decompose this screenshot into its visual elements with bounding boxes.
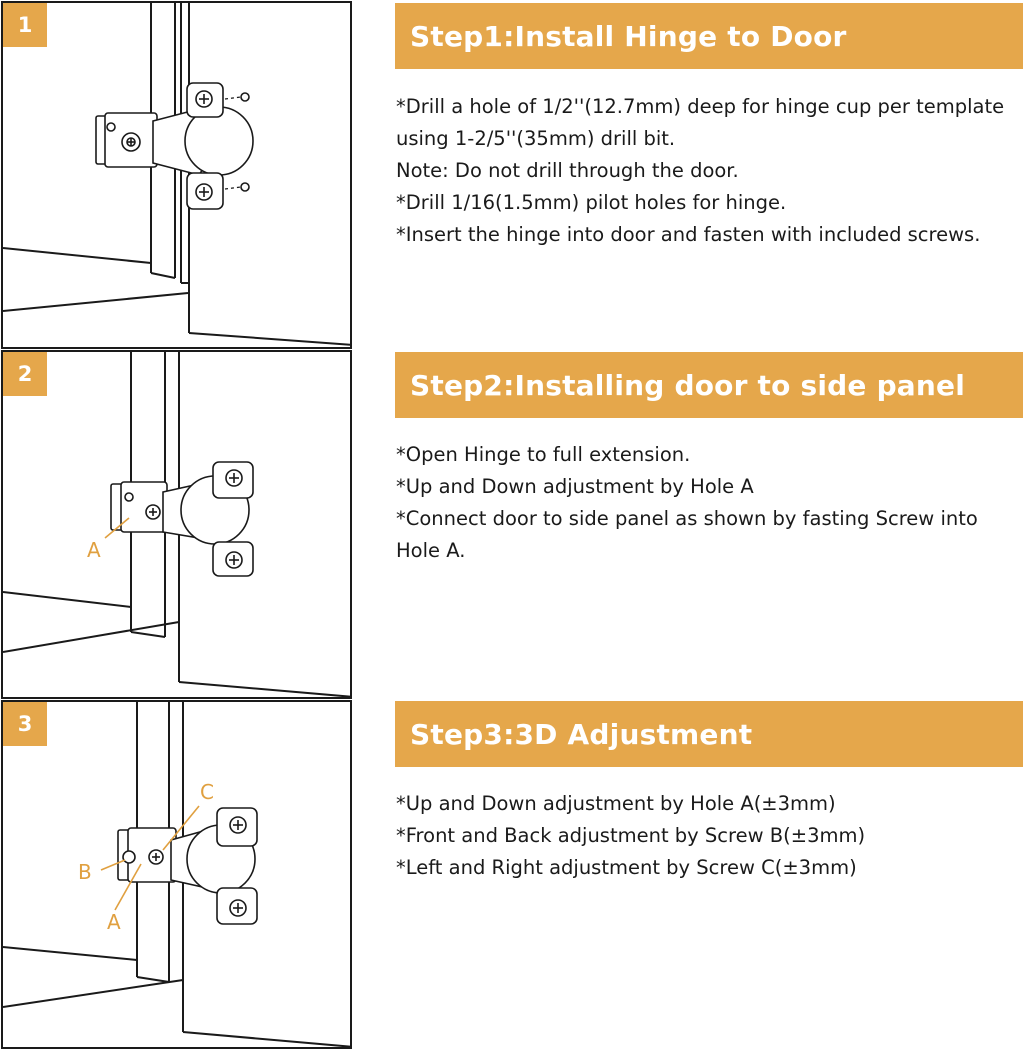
step3-label-b: B <box>78 860 92 884</box>
step3-instructions <box>396 788 1022 884</box>
step3-label-a: A <box>107 910 121 934</box>
step2-line: *Connect door to side panel as shown by fasting Screw into <box>396 507 978 530</box>
step2-line: *Up and Down adjustment by Hole A <box>396 475 754 498</box>
step1-line: Note: Do not drill through the door. <box>396 159 739 182</box>
step1-line: using 1-2/5''(35mm) drill bit. <box>396 127 676 150</box>
step2-line: *Open Hinge to full extension. <box>396 443 691 466</box>
step1-hinge-drawing <box>3 3 352 349</box>
step2-line: Hole A. <box>396 539 466 562</box>
step2-hinge-drawing <box>3 352 352 699</box>
step3-hinge-drawing <box>3 702 352 1049</box>
step2-number-badge: 2 <box>3 352 47 396</box>
step1-number-badge: 1 <box>3 3 47 47</box>
step3-line: *Left and Right adjustment by Screw C(±3mm) <box>396 856 857 879</box>
step1-title: Step1:Install Hinge to Door <box>395 3 1023 69</box>
step3-label-c: C <box>200 780 214 804</box>
step2-title: Step2:Installing door to side panel <box>395 352 1023 418</box>
step1-line: *Drill 1/16(1.5mm) pilot holes for hinge. <box>396 191 787 214</box>
step3-number-badge: 3 <box>3 702 47 746</box>
step1-instructions <box>396 91 1022 251</box>
step2-illustration <box>1 350 352 699</box>
step1-line: *Insert the hinge into door and fasten with included screws. <box>396 223 981 246</box>
step3-line: *Up and Down adjustment by Hole A(±3mm) <box>396 792 836 815</box>
step3-illustration <box>1 700 352 1049</box>
step2-label-a: A <box>87 538 101 562</box>
step3-title: Step3:3D Adjustment <box>395 701 1023 767</box>
step1-line: *Drill a hole of 1/2''(12.7mm) deep for hinge cup per template <box>396 95 1005 118</box>
step1-illustration <box>1 1 352 349</box>
step2-instructions <box>396 439 1022 567</box>
step3-line: *Front and Back adjustment by Screw B(±3mm) <box>396 824 866 847</box>
